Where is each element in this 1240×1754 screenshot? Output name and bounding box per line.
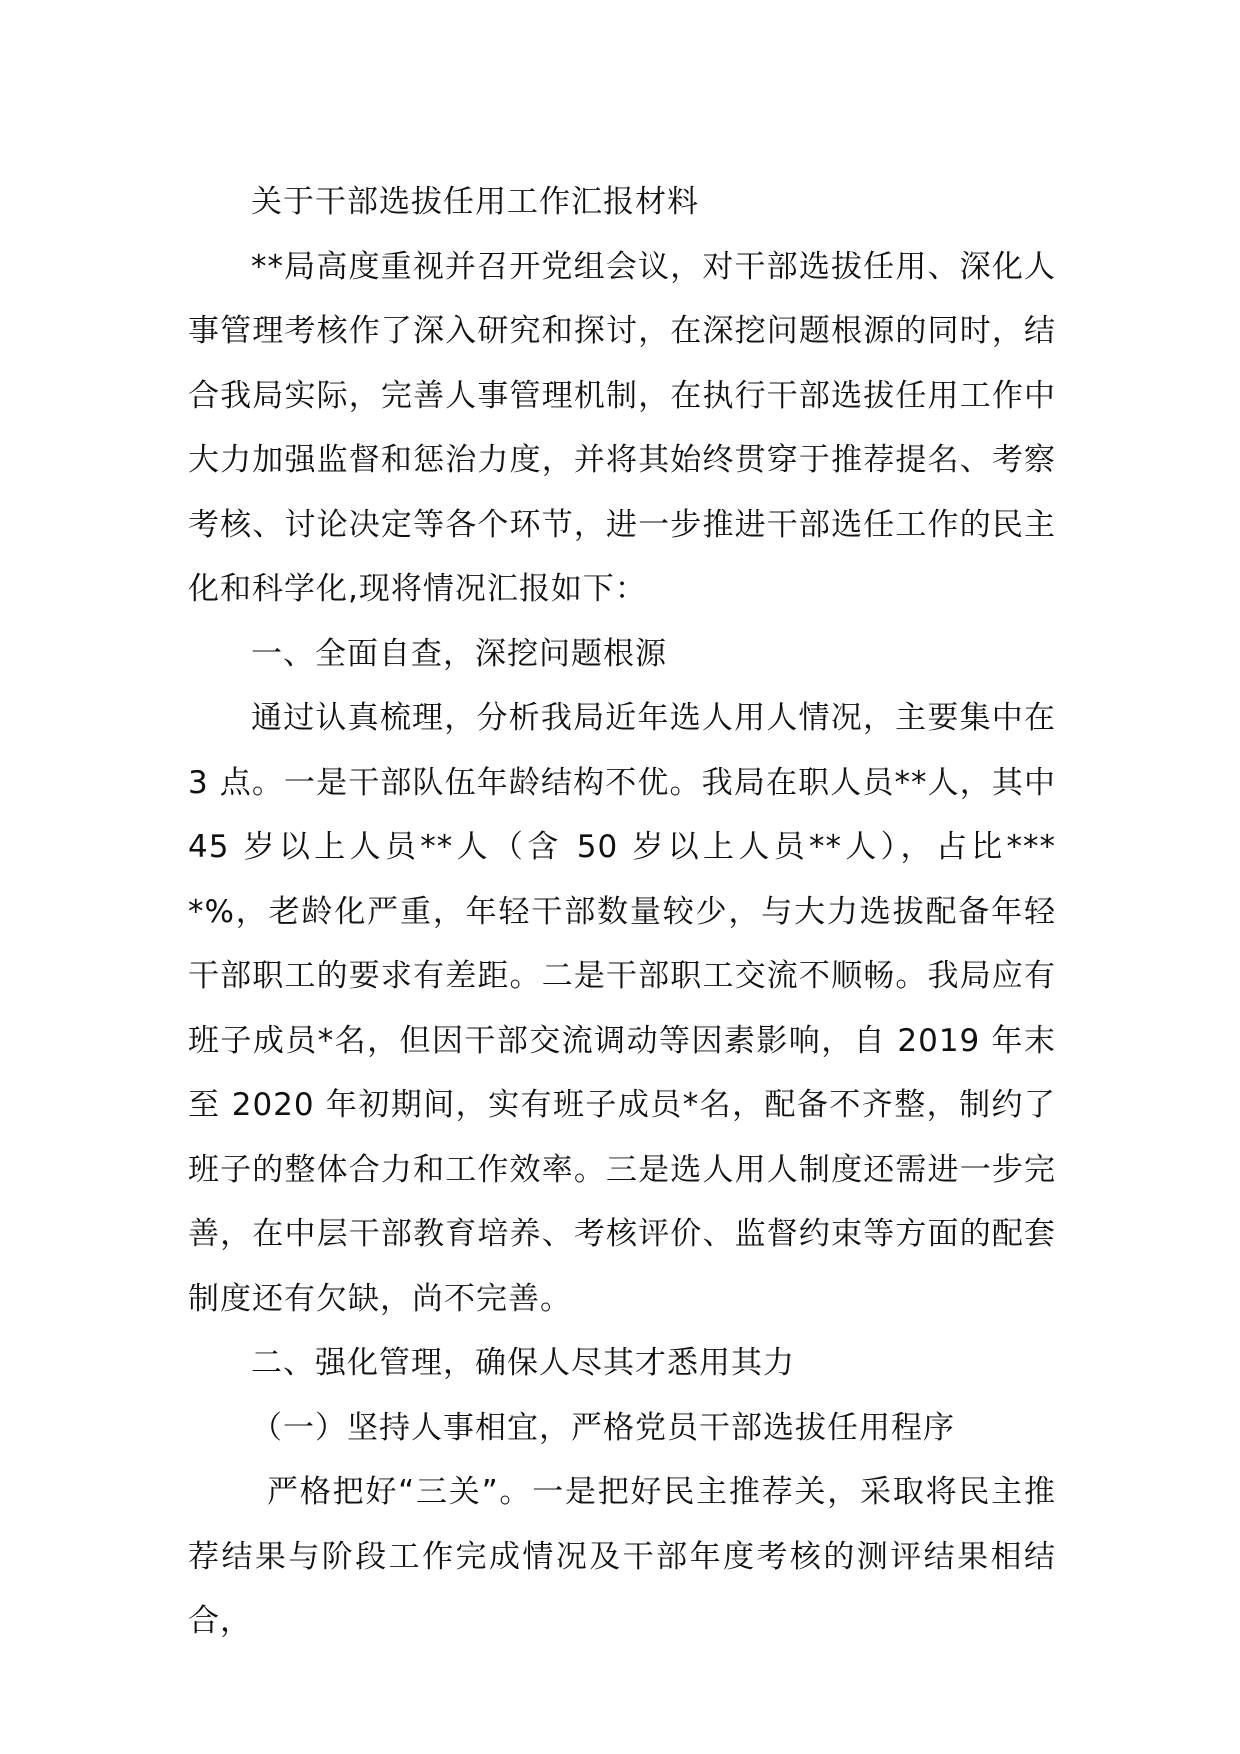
document-body xyxy=(188,170,1056,1654)
section-1-paragraph: 通过认真梳理，分析我局近年选人用人情况，主要集中在 3 点。一是干部队伍年龄结构不优。我局在职人员**人，其中 45 岁以上人员**人（含 50 岁以上人员**人），占比****%，老龄化严重，年轻干部数量较少，与大力选拔配备年轻干部职工的要求有差距。二是干部职工交流不顺畅。我局应有班子成员*名，但因干部交流调动等因素影响，自 2019 年末至 2020 年初期间，实有班子成员*名，配备不齐整，制约了班子的整体合力和工作效率。三是选人用人制度还需进一步完善，在中层干部教育培养、考核评价、监督约束等方面的配套制度还有欠缺，尚不完善。 xyxy=(188,700,1056,1317)
section-heading-2: 二、强化管理，确保人尽其才悉用其力 xyxy=(251,1345,795,1381)
document-title: 关于干部选拔任用工作汇报材料 xyxy=(251,184,699,220)
subsection-1-paragraph: 严格把好“三关”。一是把好民主推荐关，采取将民主推荐结果与阶段工作完成情况及干部年度考核的测评结果相结合， xyxy=(188,1474,1056,1639)
intro-paragraph: **局高度重视并召开党组会议，对干部选拔任用、深化人事管理考核作了深入研究和探讨，在深挖问题根源的同时，结合我局实际，完善人事管理机制，在执行干部选拔任用工作中大力加强监督和惩治力度，并将其始终贯穿于推荐提名、考察考核、讨论决定等各个环节，进一步推进干部选任工作的民主化和科学化,现将情况汇报如下： xyxy=(188,248,1056,607)
subsection-heading-1: （一）坚持人事相宜，严格党员干部选拔任用程序 xyxy=(251,1409,955,1446)
section-heading-1: 一、全面自查，深挖问题根源 xyxy=(251,635,667,672)
